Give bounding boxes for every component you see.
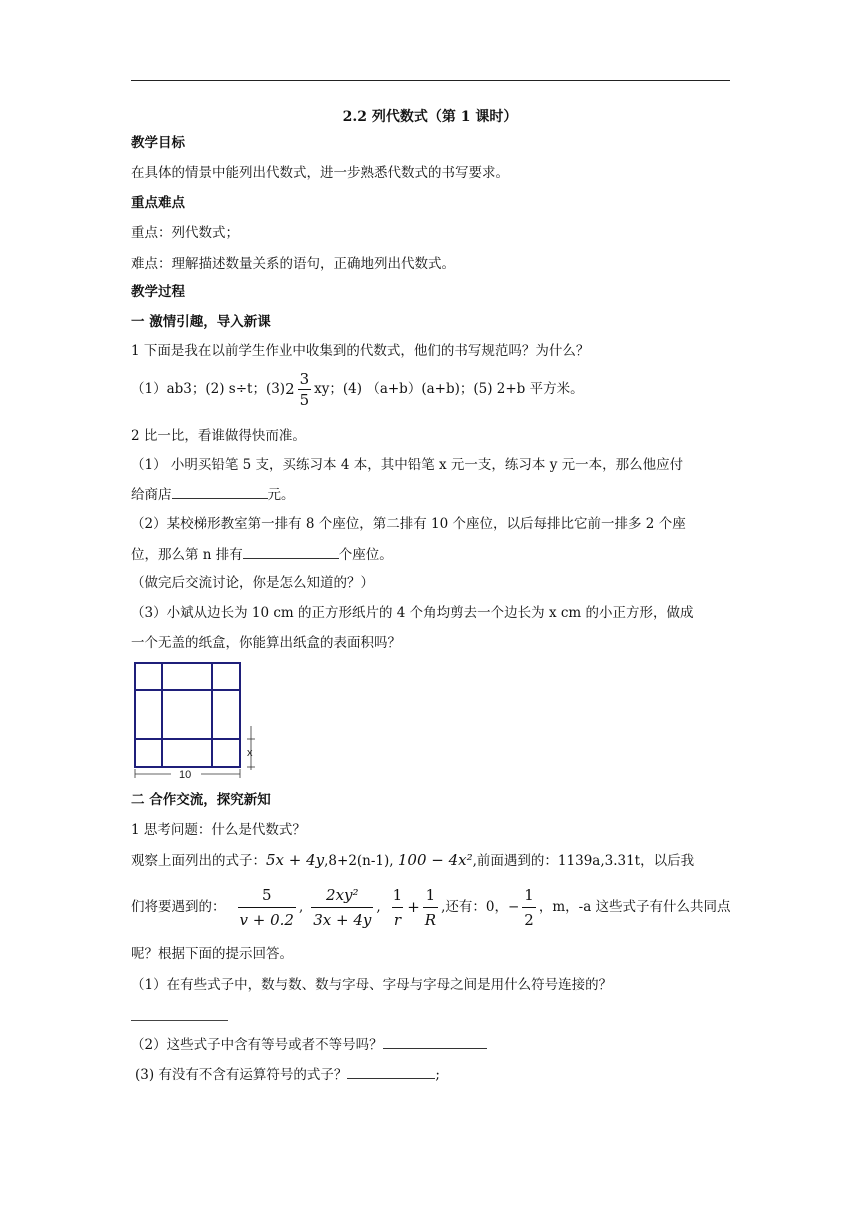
fraction-1-over-2 [522, 885, 536, 930]
difficulty-text: 难点：理解描述数量关系的语句，正确地列出代数式。 [131, 256, 455, 272]
question-2-3-line-b: 一个无盖的纸盒，你能算出纸盒的表面积吗？ [131, 635, 401, 651]
ask-line: 呢？根据下面的提示回答。 [131, 946, 293, 962]
hint3-text: (3) 有没有不含有运算符号的式子？ [135, 1067, 348, 1083]
part1-heading: 一 激情引趣，导入新课 [131, 314, 271, 330]
items-part-b: xy；(4) （a+b）(a+b)；(5) 2+b 平方米。 [314, 381, 584, 397]
part2-heading: 二 合作交流，探究新知 [131, 792, 271, 808]
square-paper-figure [131, 660, 261, 782]
expr-100-4x2: 100 − 4x² [397, 851, 473, 869]
frac1-num: 5 [261, 885, 272, 904]
frac3b-num: 1 [425, 885, 436, 904]
mixed-number-whole: 2 [285, 380, 295, 398]
frac2-num: 2xy² [326, 885, 359, 904]
figure-grid [135, 663, 240, 767]
label-x: x [247, 747, 253, 759]
question-2-2-line-b [131, 544, 393, 565]
observe-prefix: 观察上面列出的式子： [131, 853, 266, 869]
question-2-3-line-a: （3）小斌从边长为 10 cm 的正方形纸片的 4 个角均剪去一个边长为 x cm 的小正方形，做成 [131, 605, 694, 621]
q2-1-prefix: 给商店 [131, 487, 172, 503]
fraction-5-over-v [238, 885, 296, 930]
q2-2-suffix: 个座位。 [338, 547, 393, 563]
question-2-2-line-a: （2）某校梯形教室第一排有 8 个座位，第二排有 10 个座位，以后每排比它前一排多 2 个座 [131, 516, 686, 532]
discussion-note: （做完后交流讨论，你是怎么知道的？） [131, 575, 374, 591]
question-1: 1 下面是我在以前学生作业中收集到的代数式，他们的书写规范吗？为什么？ [131, 343, 590, 359]
key-point-text: 重点：列代数式； [131, 225, 239, 241]
mixed-numerator: 3 [299, 369, 310, 388]
answer-blank-hint3[interactable] [347, 1064, 435, 1079]
frac4-den: 2 [522, 907, 536, 930]
mixed-number-fraction [298, 371, 312, 408]
goal-text: 在具体的情景中能列出代数式，进一步熟悉代数式的书写要求。 [131, 165, 509, 181]
dimension-marks [135, 726, 255, 778]
section-key-heading: 重点难点 [131, 195, 185, 211]
frac3a-num: 1 [392, 885, 403, 904]
hint2-text: （2）这些式子中含有等号或者不等号吗？ [131, 1037, 383, 1053]
answer-blank-1[interactable] [172, 484, 268, 499]
future-expressions-line: 们将要遇到的： $\frac{5}{v + 0.2}$ , $\frac{\text{2xy²}}{3x + 4y}$ , $\frac{1}{r}$ + $\frac{1}{R}$ ,还有：0，− $\frac{1}{2}$ ，m，-a 这些式子有什么共同点 [131, 885, 731, 929]
hint3-suffix: ; [435, 1067, 440, 1083]
label-10: 10 [179, 769, 192, 781]
question-2: 2 比一比，看谁做得快而准。 [131, 428, 306, 444]
plus-sign: + [407, 898, 420, 916]
observe-suffix: ,前面遇到的：1139a,3.31t，以后我 [472, 853, 695, 869]
part2-question-1: 1 思考问题：什么是代数式？ [131, 822, 306, 838]
observe-line [131, 850, 694, 871]
page-title: 2.2 列代数式（第 1 课时） [342, 109, 518, 125]
frac1-den: v + 0.2 [238, 907, 296, 930]
q2-1-suffix: 元。 [267, 487, 295, 503]
future-suffix: ，m，-a 这些式子有什么共同点 [538, 899, 731, 915]
frac4-num: 1 [524, 885, 534, 904]
frac3a-den: r [392, 907, 403, 930]
items-part-a: （1）ab3；(2) s÷t；(3) [131, 381, 286, 397]
hint-2 [131, 1034, 487, 1055]
mixed-denominator: 5 [299, 390, 310, 409]
future-mid: ,还有：0，− [441, 899, 520, 915]
answer-blank-2[interactable] [243, 544, 339, 559]
answer-blank-hint2[interactable] [383, 1034, 487, 1049]
expr-5x-4y: 5x + 4y [266, 851, 325, 869]
section-goal-heading: 教学目标 [131, 135, 185, 151]
hint-1: （1）在有些式子中，数与数、数与字母、字母与字母之间是用什么符号连接的？ [131, 977, 613, 993]
future-prefix: 们将要遇到的： [131, 899, 226, 915]
section-process-heading: 教学过程 [131, 284, 185, 300]
hint-3 [135, 1064, 440, 1085]
fraction-1-over-r [391, 885, 405, 930]
question-2-1-line-a: （1） 小明买铅笔 5 支，买练习本 4 本，其中铅笔 x 元一支，练习本 y 元一本，那么他应付 [131, 457, 684, 473]
frac3b-den: R [423, 907, 438, 930]
answer-blank-hint1[interactable] [131, 1020, 228, 1021]
fraction-1-over-R [423, 885, 438, 930]
header-rule [131, 80, 730, 81]
fraction-2xy2 [311, 885, 373, 930]
q2-2-prefix: 位，那么第 n 排有 [131, 547, 243, 563]
expr-8-2n: ,8+2(n-1), [324, 853, 394, 869]
question-2-1-line-b [131, 484, 295, 505]
question-1-items [131, 369, 584, 409]
frac2-den: 3x + 4y [311, 907, 373, 930]
